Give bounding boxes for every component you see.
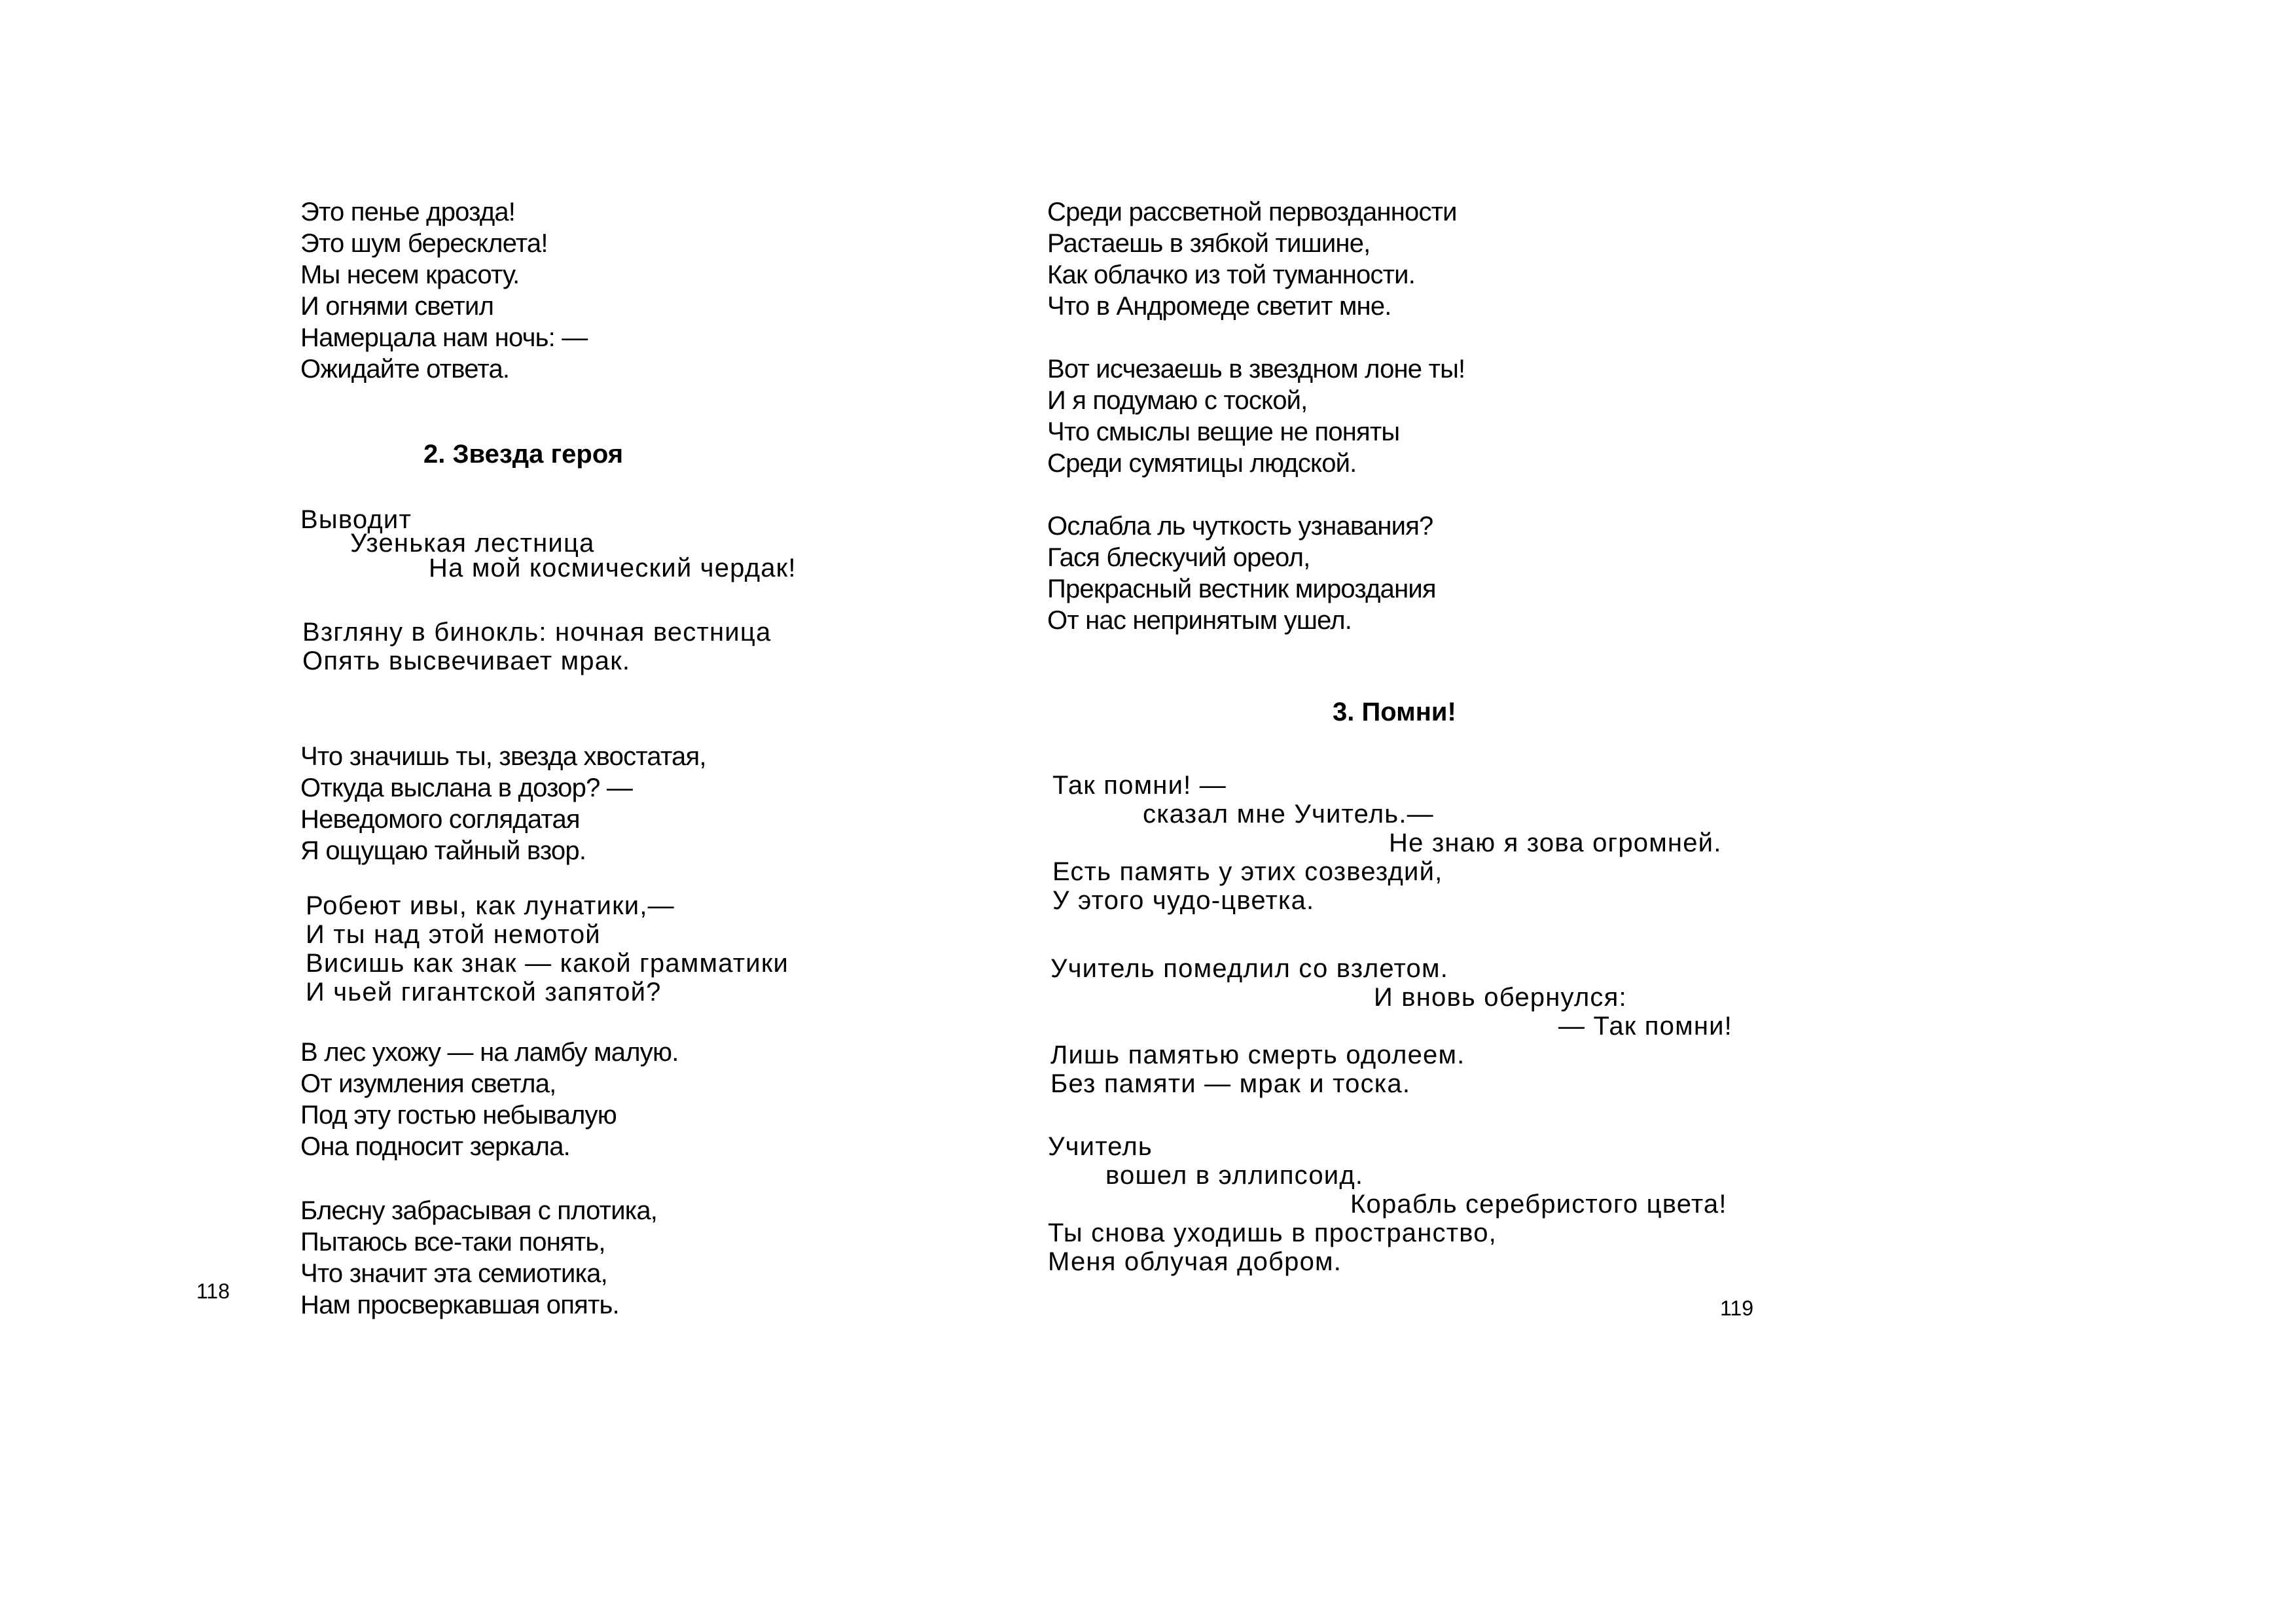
verse-line: Она подносит зеркала. xyxy=(300,1132,570,1161)
verse-line: Не знаю я зова огромней. xyxy=(1389,829,1722,857)
verse-line: Растаешь в зябкой тишине, xyxy=(1047,229,1371,258)
verse-line: Я ощущаю тайный взор. xyxy=(300,836,586,865)
verse-line: Ожидайте ответа. xyxy=(300,355,510,383)
verse-line: Среди рассветной первозданности xyxy=(1047,198,1457,226)
verse-line: Узенькая лестница xyxy=(350,529,595,558)
verse-line: На мой космический чердак! xyxy=(429,554,797,582)
section-title: 3. Помни! xyxy=(1333,698,1456,726)
left-stanza-3 xyxy=(302,618,771,675)
verse-line: И огнями светил xyxy=(300,292,494,321)
verse-line: У этого чудо-цветка. xyxy=(1052,886,1315,915)
verse-line: Как облачко из той туманности. xyxy=(1047,260,1416,289)
verse-line: — Так помни! xyxy=(1558,1012,1732,1041)
left-stanza-6 xyxy=(300,1037,679,1162)
verse-line: Лишь памятью смерть одолеем. xyxy=(1050,1041,1465,1069)
right-stanza-4 xyxy=(1052,771,1722,915)
verse-line: Вот исчезаешь в звездном лоне ты! xyxy=(1047,355,1465,383)
left-stanza-1 xyxy=(300,196,588,385)
verse-line: От нас непринятым ушел. xyxy=(1047,606,1352,635)
verse-line: Откуда выслана в дозор? — xyxy=(300,774,633,802)
verse-line: Есть память у этих созвездий, xyxy=(1052,857,1443,886)
page-number: 118 xyxy=(196,1279,230,1303)
left-stanza-2 xyxy=(300,505,797,582)
verse-line: И чьей гигантской запятой? xyxy=(306,978,662,1007)
verse-line: Нам просверкавшая опять. xyxy=(300,1291,619,1319)
verse-line: Без памяти — мрак и тоска. xyxy=(1050,1069,1411,1098)
verse-line: Опять высвечивает мрак. xyxy=(302,647,631,675)
verse-line: Мы несем красоту. xyxy=(300,260,520,289)
left-stanza-4 xyxy=(300,741,706,866)
verse-line: Учитель xyxy=(1048,1132,1153,1161)
verse-line: сказал мне Учитель.— xyxy=(1143,800,1434,829)
left-stanza-7 xyxy=(300,1195,657,1321)
verse-line: Что значит эта семиотика, xyxy=(300,1259,607,1288)
verse-line: Неведомого соглядатая xyxy=(300,805,580,834)
right-stanza-6 xyxy=(1048,1132,1727,1276)
verse-line: Робеют ивы, как лунатики,— xyxy=(306,891,675,920)
verse-line: Взгляну в бинокль: ночная вестница xyxy=(302,618,772,647)
verse-line: От изумления светла, xyxy=(300,1069,556,1098)
section-title: 2. Звезда героя xyxy=(423,440,624,469)
verse-line: Корабль серебристого цвета! xyxy=(1350,1190,1727,1219)
verse-line: Это пенье дрозда! xyxy=(300,198,516,226)
verse-line: Ты снова уходишь в пространство, xyxy=(1048,1219,1497,1247)
right-stanza-5 xyxy=(1050,954,1732,1098)
right-stanza-1 xyxy=(1047,196,1457,322)
verse-line: Выводит xyxy=(300,505,412,534)
right-stanza-2 xyxy=(1047,353,1465,479)
verse-line: И ты над этой немотой xyxy=(306,920,601,949)
verse-line: Блесну забрасывая с плотика, xyxy=(300,1196,658,1225)
verse-line: И я подумаю с тоской, xyxy=(1047,386,1308,415)
left-stanza-5 xyxy=(306,891,789,1007)
verse-line: Среди сумятицы людской. xyxy=(1047,449,1357,478)
verse-line: Гася блескучий ореол, xyxy=(1047,543,1310,572)
verse-line: Прекрасный вестник мироздания xyxy=(1047,575,1436,603)
verse-line: Так помни! — xyxy=(1052,771,1227,800)
verse-line: Это шум бересклета! xyxy=(300,229,548,258)
verse-line: Намерцала нам ночь: — xyxy=(300,323,588,352)
verse-line: Учитель помедлил со взлетом. xyxy=(1050,954,1449,983)
verse-line: Что значишь ты, звезда хвостатая, xyxy=(300,742,706,771)
verse-line: И вновь обернулся: xyxy=(1374,983,1627,1012)
verse-line: Меня облучая добром. xyxy=(1048,1247,1342,1276)
verse-line: вошел в эллипсоид. xyxy=(1105,1161,1364,1190)
verse-line: Пытаюсь все-таки понять, xyxy=(300,1228,605,1257)
verse-line: В лес ухожу — на ламбу малую. xyxy=(300,1038,679,1067)
page-number: 119 xyxy=(1720,1296,1754,1320)
right-page xyxy=(1047,0,2296,1623)
verse-line: Что в Андромеде светит мне. xyxy=(1047,292,1391,321)
right-stanza-3 xyxy=(1047,510,1436,636)
verse-line: Висишь как знак — какой грамматики xyxy=(306,949,789,978)
verse-line: Под эту гостью небывалую xyxy=(300,1101,617,1130)
verse-line: Ослабла ль чуткость узнавания? xyxy=(1047,512,1433,541)
verse-line: Что смыслы вещие не поняты xyxy=(1047,418,1400,446)
